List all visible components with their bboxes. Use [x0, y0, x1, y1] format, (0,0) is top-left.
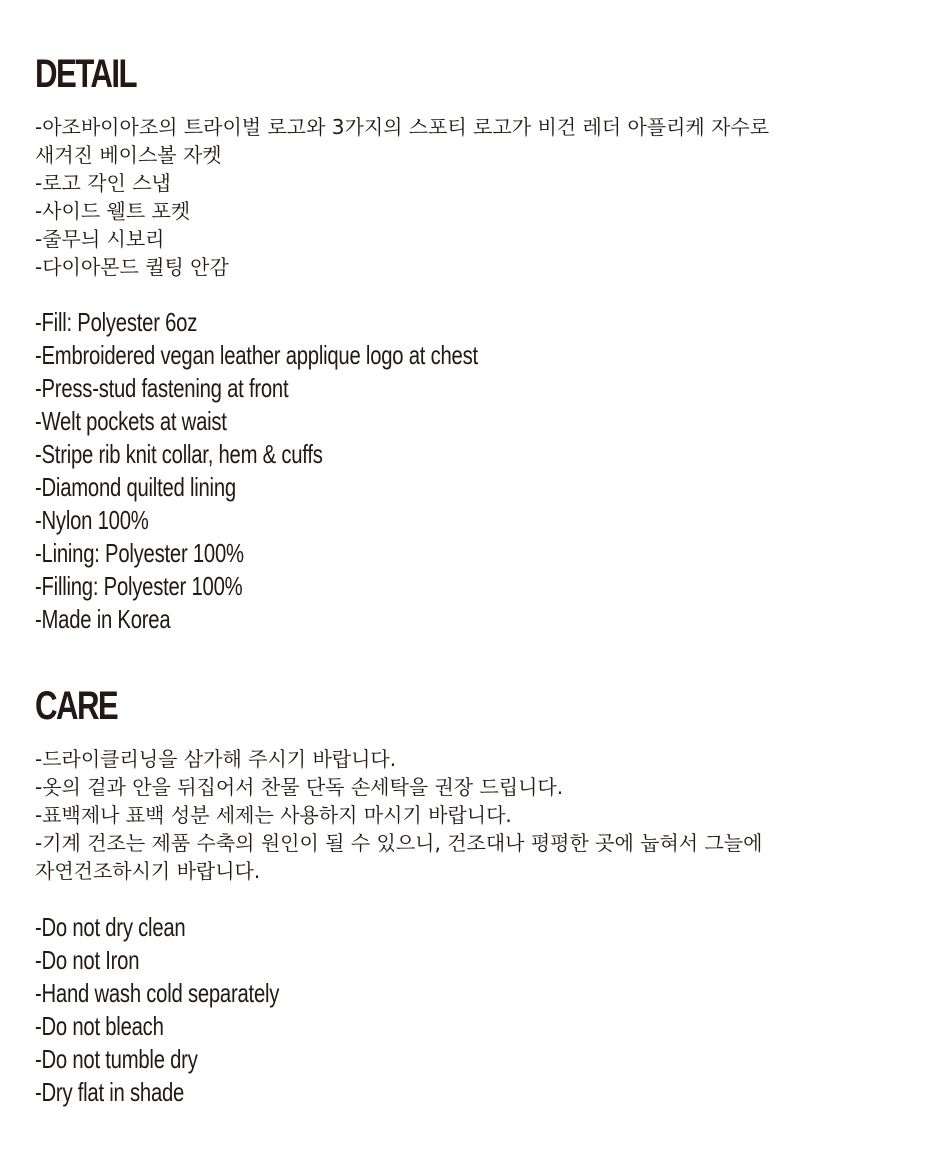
detail-korean-line: 새겨진 베이스볼 자켓 — [35, 143, 222, 167]
detail-english-line: -Filling: Polyester 100% — [35, 571, 243, 601]
detail-english-line: -Nylon 100% — [35, 505, 149, 535]
detail-korean-line: -줄무늬 시보리 — [35, 227, 165, 251]
detail-english-list — [35, 306, 603, 636]
care-korean-line: -옷의 겉과 안을 뒤집어서 찬물 단독 손세탁을 권장 드립니다. — [35, 775, 564, 799]
care-english-line: -Do not dry clean — [35, 912, 186, 942]
detail-korean-line: -다이아몬드 퀼팅 안감 — [35, 255, 229, 279]
detail-korean-line: -사이드 웰트 포켓 — [35, 199, 191, 223]
detail-korean-line: -아조바이아조의 트라이벌 로고와 3가지의 스포티 로고가 비건 레더 아플리케 자수로 — [35, 115, 770, 139]
care-english-line: -Hand wash cold separately — [35, 978, 280, 1008]
care-korean-line: -표백제나 표백 성분 세제는 사용하지 마시기 바랍니다. — [35, 803, 512, 827]
detail-english-line: -Lining: Polyester 100% — [35, 538, 244, 568]
detail-english-line: -Fill: Polyester 6oz — [35, 307, 198, 337]
care-english-list — [35, 911, 348, 1109]
detail-english-line: -Welt pockets at waist — [35, 406, 227, 436]
detail-english-line: -Stripe rib knit collar, hem & cuffs — [35, 439, 323, 469]
detail-english-line: -Diamond quilted lining — [35, 472, 236, 502]
care-korean-list — [35, 745, 762, 885]
detail-heading: DETAIL — [35, 52, 136, 96]
detail-korean-line: -로고 각인 스냅 — [35, 171, 171, 195]
care-english-line: -Do not bleach — [35, 1011, 164, 1041]
care-english-line: -Dry flat in shade — [35, 1077, 185, 1107]
care-korean-line: -기계 건조는 제품 수축의 원인이 될 수 있으니, 건조대나 평평한 곳에 눕혀서 그늘에 — [35, 831, 763, 855]
care-heading: CARE — [35, 684, 118, 728]
detail-english-line: -Made in Korea — [35, 604, 171, 634]
detail-english-line: -Press-stud fastening at front — [35, 373, 289, 403]
detail-korean-list — [35, 113, 769, 281]
detail-english-line: -Embroidered vegan leather applique logo at chest — [35, 340, 478, 370]
care-english-line: -Do not Iron — [35, 945, 140, 975]
care-korean-line: -드라이클리닝을 삼가해 주시기 바랍니다. — [35, 747, 397, 771]
care-korean-line: 자연건조하시기 바랍니다. — [35, 859, 261, 883]
care-english-line: -Do not tumble dry — [35, 1044, 198, 1074]
